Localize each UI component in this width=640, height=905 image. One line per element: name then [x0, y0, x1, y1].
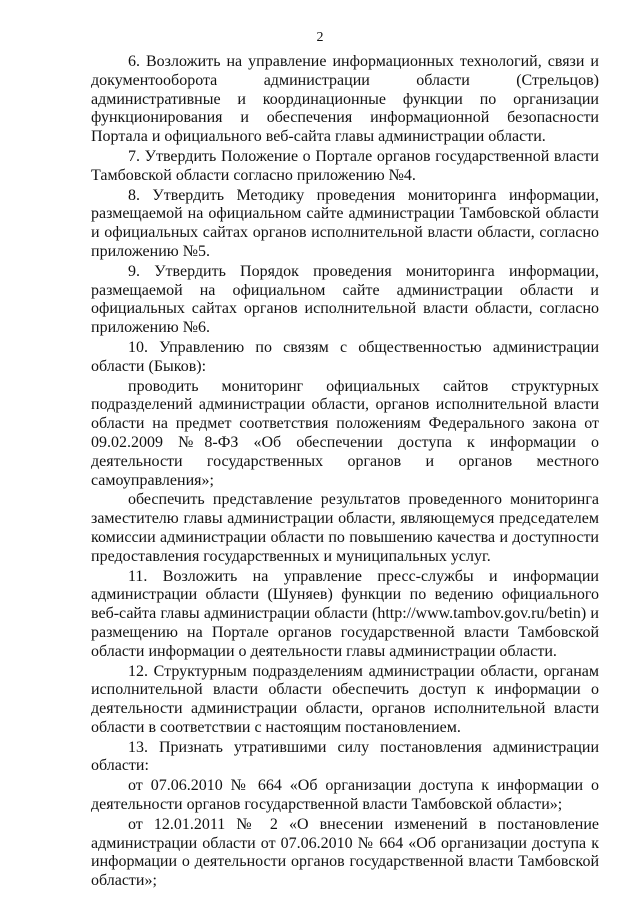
- paragraph-12: 12. Структурным подразделениям администрации области, органам исполнительной власти области обеспечить доступ к информации о деятельности администрации области, органов исполнительной власти области в соответствии с настоящим постановлением.: [91, 662, 599, 736]
- paragraph-8: 8. Утвердить Методику проведения мониторинга информации, размещаемой на официальном сайте администрации Тамбовской области и официальных сайтах органов исполнительной власти области, согласно приложению №5.: [91, 186, 599, 260]
- paragraph-13-item-2: от 12.01.2011 № 2 «О внесении изменений в постановление администрации области от 07.06.2010 № 664 «Об организации доступа к информации о деятельности органов государственной власти Тамбовской области»;: [91, 815, 599, 890]
- paragraph-13: 13. Признать утратившими силу постановления администрации области:: [91, 738, 599, 775]
- page-number: 2: [316, 30, 324, 45]
- paragraph-13-item-1: от 07.06.2010 № 664 «Об организации доступа к информации о деятельности органов государственной власти Тамбовской области»;: [91, 777, 599, 814]
- paragraph-7: 7. Утвердить Положение о Портале органов государственной власти Тамбовской области согласно приложению №4.: [91, 147, 599, 184]
- paragraph-10-item-2: обеспечить представление результатов проведенного мониторинга заместителю главы администрации области, являющемуся председателем комиссии администрации области по повышению качества и доступности предоставления государственных и муниципальных услуг.: [91, 491, 599, 565]
- document-body: [91, 53, 599, 891]
- paragraph-10-item-1: проводить мониторинг официальных сайтов структурных подразделений администрации области, органов исполнительной власти области на предмет соответствия положениям Федерального закона от 09.02.2009 №8-ФЗ «Об обеспечении доступа к информации о деятельности государственных органов и органов местного самоуправления»;: [91, 377, 599, 489]
- paragraph-10: 10. Управлению по связям с общественностью администрации области (Быков):: [91, 338, 599, 375]
- paragraph-11: 11. Возложить на управление пресс-службы и информации администрации области (Шуняев) функции по ведению официального веб-сайта главы администрации области (http://www.tambov.gov.ru/betin) и размещению на Портале органов государственной власти Тамбовской области информации о деятельности главы администрации области.: [91, 567, 599, 660]
- paragraph-6: 6. Возложить на управление информационных технологий, связи и документооборота администрации области (Стрельцов) административные и координационные функции по организации функционирования и обеспечения информационной безопасности Портала и официального веб-сайта главы администрации области.: [91, 53, 599, 146]
- paragraph-9: 9. Утвердить Порядок проведения мониторинга информации, размещаемой на официальном сайте администрации области и официальных сайтах органов исполнительной власти области, согласно приложению №6.: [91, 262, 599, 337]
